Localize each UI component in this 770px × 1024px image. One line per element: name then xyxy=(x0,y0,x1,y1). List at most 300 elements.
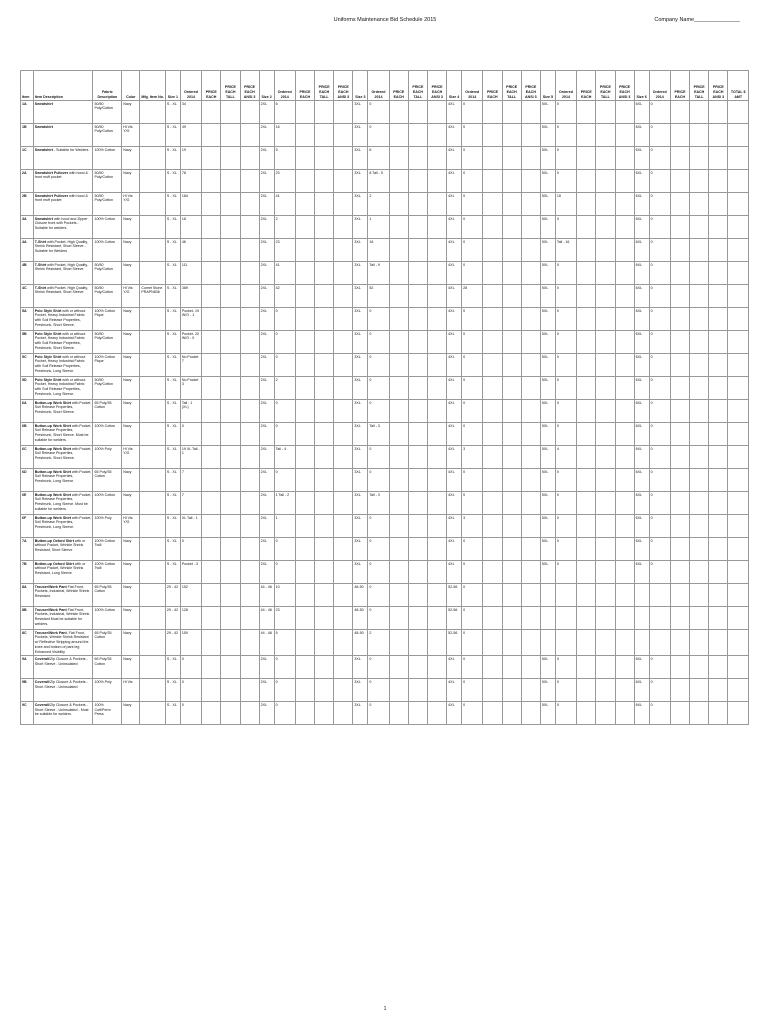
price-entry-cell[interactable] xyxy=(577,262,596,285)
price-entry-cell[interactable] xyxy=(408,193,427,216)
price-entry-cell[interactable] xyxy=(615,702,634,725)
price-entry-cell[interactable] xyxy=(502,147,521,170)
price-entry-cell[interactable] xyxy=(690,656,709,679)
price-entry-cell[interactable] xyxy=(690,193,709,216)
price-entry-cell[interactable] xyxy=(521,656,540,679)
price-entry-cell[interactable] xyxy=(334,561,353,584)
price-entry-cell[interactable] xyxy=(483,423,502,446)
price-entry-cell[interactable] xyxy=(334,400,353,423)
price-entry-cell[interactable] xyxy=(428,193,447,216)
price-entry-cell[interactable] xyxy=(315,331,334,354)
price-entry-cell[interactable] xyxy=(334,377,353,400)
price-entry-cell[interactable] xyxy=(334,239,353,262)
price-entry-cell[interactable] xyxy=(709,469,728,492)
price-entry-cell[interactable] xyxy=(240,492,259,515)
price-entry-cell[interactable] xyxy=(502,124,521,147)
price-entry-cell[interactable] xyxy=(502,446,521,469)
price-entry-cell[interactable] xyxy=(577,656,596,679)
price-entry-cell[interactable] xyxy=(670,193,689,216)
price-entry-cell[interactable] xyxy=(408,584,427,607)
price-entry-cell[interactable] xyxy=(502,101,521,124)
price-entry-cell[interactable] xyxy=(334,147,353,170)
price-entry-cell[interactable] xyxy=(221,679,240,702)
price-entry-cell[interactable] xyxy=(690,124,709,147)
price-entry-cell[interactable] xyxy=(521,446,540,469)
price-entry-cell[interactable] xyxy=(728,377,749,400)
price-entry-cell[interactable] xyxy=(502,469,521,492)
price-entry-cell[interactable] xyxy=(240,170,259,193)
price-entry-cell[interactable] xyxy=(596,239,615,262)
price-entry-cell[interactable] xyxy=(615,170,634,193)
price-entry-cell[interactable] xyxy=(389,561,408,584)
price-entry-cell[interactable] xyxy=(408,446,427,469)
price-entry-cell[interactable] xyxy=(728,656,749,679)
mfg-item-number[interactable] xyxy=(140,262,166,285)
price-entry-cell[interactable] xyxy=(670,515,689,538)
price-entry-cell[interactable] xyxy=(596,147,615,170)
price-entry-cell[interactable] xyxy=(521,515,540,538)
price-entry-cell[interactable] xyxy=(577,170,596,193)
price-entry-cell[interactable] xyxy=(408,423,427,446)
price-entry-cell[interactable] xyxy=(728,702,749,725)
price-entry-cell[interactable] xyxy=(502,423,521,446)
price-entry-cell[interactable] xyxy=(577,446,596,469)
price-entry-cell[interactable] xyxy=(502,377,521,400)
price-entry-cell[interactable] xyxy=(577,377,596,400)
price-entry-cell[interactable] xyxy=(295,584,314,607)
price-entry-cell[interactable] xyxy=(596,492,615,515)
price-entry-cell[interactable] xyxy=(615,630,634,656)
price-entry-cell[interactable] xyxy=(596,630,615,656)
price-entry-cell[interactable] xyxy=(670,147,689,170)
price-entry-cell[interactable] xyxy=(483,193,502,216)
price-entry-cell[interactable] xyxy=(521,193,540,216)
price-entry-cell[interactable] xyxy=(728,285,749,308)
price-entry-cell[interactable] xyxy=(728,584,749,607)
price-entry-cell[interactable] xyxy=(315,124,334,147)
price-entry-cell[interactable] xyxy=(315,538,334,561)
price-entry-cell[interactable] xyxy=(202,285,221,308)
price-entry-cell[interactable] xyxy=(690,423,709,446)
price-entry-cell[interactable] xyxy=(315,446,334,469)
price-entry-cell[interactable] xyxy=(202,377,221,400)
price-entry-cell[interactable] xyxy=(615,469,634,492)
price-entry-cell[interactable] xyxy=(295,354,314,377)
price-entry-cell[interactable] xyxy=(502,400,521,423)
price-entry-cell[interactable] xyxy=(221,561,240,584)
price-entry-cell[interactable] xyxy=(408,101,427,124)
price-entry-cell[interactable] xyxy=(315,354,334,377)
price-entry-cell[interactable] xyxy=(709,170,728,193)
price-entry-cell[interactable] xyxy=(221,308,240,331)
price-entry-cell[interactable] xyxy=(596,469,615,492)
price-entry-cell[interactable] xyxy=(502,584,521,607)
price-entry-cell[interactable] xyxy=(596,216,615,239)
price-entry-cell[interactable] xyxy=(389,400,408,423)
price-entry-cell[interactable] xyxy=(389,193,408,216)
price-entry-cell[interactable] xyxy=(221,656,240,679)
price-entry-cell[interactable] xyxy=(709,354,728,377)
price-entry-cell[interactable] xyxy=(315,630,334,656)
price-entry-cell[interactable] xyxy=(240,538,259,561)
price-entry-cell[interactable] xyxy=(240,308,259,331)
price-entry-cell[interactable] xyxy=(315,656,334,679)
price-entry-cell[interactable] xyxy=(690,239,709,262)
price-entry-cell[interactable] xyxy=(240,515,259,538)
price-entry-cell[interactable] xyxy=(615,538,634,561)
price-entry-cell[interactable] xyxy=(389,607,408,630)
price-entry-cell[interactable] xyxy=(240,584,259,607)
price-entry-cell[interactable] xyxy=(728,262,749,285)
price-entry-cell[interactable] xyxy=(334,446,353,469)
price-entry-cell[interactable] xyxy=(389,538,408,561)
price-entry-cell[interactable] xyxy=(483,124,502,147)
price-entry-cell[interactable] xyxy=(521,538,540,561)
price-entry-cell[interactable] xyxy=(221,285,240,308)
price-entry-cell[interactable] xyxy=(334,515,353,538)
price-entry-cell[interactable] xyxy=(408,377,427,400)
price-entry-cell[interactable] xyxy=(221,607,240,630)
price-entry-cell[interactable] xyxy=(428,538,447,561)
price-entry-cell[interactable] xyxy=(596,679,615,702)
price-entry-cell[interactable] xyxy=(670,170,689,193)
price-entry-cell[interactable] xyxy=(521,400,540,423)
price-entry-cell[interactable] xyxy=(428,446,447,469)
price-entry-cell[interactable] xyxy=(240,101,259,124)
price-entry-cell[interactable] xyxy=(428,285,447,308)
price-entry-cell[interactable] xyxy=(521,101,540,124)
price-entry-cell[interactable] xyxy=(221,515,240,538)
price-entry-cell[interactable] xyxy=(690,679,709,702)
price-entry-cell[interactable] xyxy=(728,630,749,656)
price-entry-cell[interactable] xyxy=(202,584,221,607)
price-entry-cell[interactable] xyxy=(728,193,749,216)
price-entry-cell[interactable] xyxy=(690,446,709,469)
price-entry-cell[interactable] xyxy=(334,469,353,492)
price-entry-cell[interactable] xyxy=(690,285,709,308)
price-entry-cell[interactable] xyxy=(615,308,634,331)
price-entry-cell[interactable] xyxy=(709,193,728,216)
price-entry-cell[interactable] xyxy=(202,193,221,216)
price-entry-cell[interactable] xyxy=(428,124,447,147)
price-entry-cell[interactable] xyxy=(670,538,689,561)
price-entry-cell[interactable] xyxy=(483,331,502,354)
price-entry-cell[interactable] xyxy=(315,308,334,331)
mfg-item-number[interactable] xyxy=(140,607,166,630)
price-entry-cell[interactable] xyxy=(521,354,540,377)
price-entry-cell[interactable] xyxy=(428,262,447,285)
price-entry-cell[interactable] xyxy=(577,216,596,239)
price-entry-cell[interactable] xyxy=(202,331,221,354)
price-entry-cell[interactable] xyxy=(295,147,314,170)
price-entry-cell[interactable] xyxy=(221,170,240,193)
mfg-item-number[interactable] xyxy=(140,469,166,492)
price-entry-cell[interactable] xyxy=(709,147,728,170)
price-entry-cell[interactable] xyxy=(502,630,521,656)
price-entry-cell[interactable] xyxy=(670,124,689,147)
mfg-item-number[interactable] xyxy=(140,308,166,331)
price-entry-cell[interactable] xyxy=(615,193,634,216)
price-entry-cell[interactable] xyxy=(315,101,334,124)
price-entry-cell[interactable] xyxy=(428,702,447,725)
price-entry-cell[interactable] xyxy=(240,561,259,584)
mfg-item-number[interactable] xyxy=(140,561,166,584)
price-entry-cell[interactable] xyxy=(334,656,353,679)
price-entry-cell[interactable] xyxy=(408,561,427,584)
price-entry-cell[interactable] xyxy=(389,377,408,400)
mfg-item-number[interactable] xyxy=(140,538,166,561)
price-entry-cell[interactable] xyxy=(240,147,259,170)
price-entry-cell[interactable] xyxy=(577,492,596,515)
price-entry-cell[interactable] xyxy=(240,354,259,377)
mfg-item-number[interactable] xyxy=(140,400,166,423)
price-entry-cell[interactable] xyxy=(670,216,689,239)
price-entry-cell[interactable] xyxy=(521,584,540,607)
price-entry-cell[interactable] xyxy=(202,400,221,423)
price-entry-cell[interactable] xyxy=(577,584,596,607)
price-entry-cell[interactable] xyxy=(596,607,615,630)
price-entry-cell[interactable] xyxy=(334,101,353,124)
price-entry-cell[interactable] xyxy=(428,170,447,193)
price-entry-cell[interactable] xyxy=(521,561,540,584)
price-entry-cell[interactable] xyxy=(521,308,540,331)
price-entry-cell[interactable] xyxy=(596,377,615,400)
price-entry-cell[interactable] xyxy=(389,239,408,262)
price-entry-cell[interactable] xyxy=(428,400,447,423)
price-entry-cell[interactable] xyxy=(521,377,540,400)
price-entry-cell[interactable] xyxy=(389,262,408,285)
price-entry-cell[interactable] xyxy=(483,515,502,538)
price-entry-cell[interactable] xyxy=(577,193,596,216)
price-entry-cell[interactable] xyxy=(202,446,221,469)
price-entry-cell[interactable] xyxy=(221,423,240,446)
price-entry-cell[interactable] xyxy=(315,400,334,423)
price-entry-cell[interactable] xyxy=(615,423,634,446)
price-entry-cell[interactable] xyxy=(709,216,728,239)
price-entry-cell[interactable] xyxy=(334,630,353,656)
price-entry-cell[interactable] xyxy=(295,446,314,469)
price-entry-cell[interactable] xyxy=(221,702,240,725)
price-entry-cell[interactable] xyxy=(295,216,314,239)
price-entry-cell[interactable] xyxy=(295,630,314,656)
price-entry-cell[interactable] xyxy=(389,584,408,607)
mfg-item-number[interactable] xyxy=(140,354,166,377)
price-entry-cell[interactable] xyxy=(670,308,689,331)
price-entry-cell[interactable] xyxy=(690,147,709,170)
price-entry-cell[interactable] xyxy=(428,354,447,377)
price-entry-cell[interactable] xyxy=(728,216,749,239)
price-entry-cell[interactable] xyxy=(240,193,259,216)
price-entry-cell[interactable] xyxy=(389,170,408,193)
price-entry-cell[interactable] xyxy=(577,400,596,423)
mfg-item-number[interactable] xyxy=(140,656,166,679)
price-entry-cell[interactable] xyxy=(428,469,447,492)
price-entry-cell[interactable] xyxy=(240,607,259,630)
price-entry-cell[interactable] xyxy=(315,239,334,262)
price-entry-cell[interactable] xyxy=(502,538,521,561)
price-entry-cell[interactable] xyxy=(483,538,502,561)
price-entry-cell[interactable] xyxy=(202,308,221,331)
price-entry-cell[interactable] xyxy=(295,515,314,538)
price-entry-cell[interactable] xyxy=(709,262,728,285)
price-entry-cell[interactable] xyxy=(315,561,334,584)
price-entry-cell[interactable] xyxy=(202,216,221,239)
price-entry-cell[interactable] xyxy=(615,101,634,124)
price-entry-cell[interactable] xyxy=(334,702,353,725)
price-entry-cell[interactable] xyxy=(709,630,728,656)
price-entry-cell[interactable] xyxy=(709,124,728,147)
price-entry-cell[interactable] xyxy=(389,656,408,679)
price-entry-cell[interactable] xyxy=(389,124,408,147)
price-entry-cell[interactable] xyxy=(240,423,259,446)
price-entry-cell[interactable] xyxy=(709,101,728,124)
price-entry-cell[interactable] xyxy=(315,216,334,239)
price-entry-cell[interactable] xyxy=(728,331,749,354)
price-entry-cell[interactable] xyxy=(670,679,689,702)
price-entry-cell[interactable] xyxy=(408,538,427,561)
price-entry-cell[interactable] xyxy=(596,702,615,725)
price-entry-cell[interactable] xyxy=(483,147,502,170)
price-entry-cell[interactable] xyxy=(577,239,596,262)
mfg-item-number[interactable] xyxy=(140,193,166,216)
price-entry-cell[interactable] xyxy=(690,469,709,492)
price-entry-cell[interactable] xyxy=(408,285,427,308)
price-entry-cell[interactable] xyxy=(502,216,521,239)
price-entry-cell[interactable] xyxy=(389,331,408,354)
price-entry-cell[interactable] xyxy=(728,492,749,515)
price-entry-cell[interactable] xyxy=(596,584,615,607)
price-entry-cell[interactable] xyxy=(428,492,447,515)
price-entry-cell[interactable] xyxy=(615,216,634,239)
price-entry-cell[interactable] xyxy=(408,702,427,725)
price-entry-cell[interactable] xyxy=(295,702,314,725)
price-entry-cell[interactable] xyxy=(709,239,728,262)
price-entry-cell[interactable] xyxy=(483,354,502,377)
price-entry-cell[interactable] xyxy=(596,331,615,354)
price-entry-cell[interactable] xyxy=(709,538,728,561)
price-entry-cell[interactable] xyxy=(615,492,634,515)
price-entry-cell[interactable] xyxy=(408,679,427,702)
price-entry-cell[interactable] xyxy=(408,239,427,262)
price-entry-cell[interactable] xyxy=(483,656,502,679)
price-entry-cell[interactable] xyxy=(315,679,334,702)
price-entry-cell[interactable] xyxy=(483,262,502,285)
price-entry-cell[interactable] xyxy=(240,469,259,492)
price-entry-cell[interactable] xyxy=(389,216,408,239)
price-entry-cell[interactable] xyxy=(502,285,521,308)
price-entry-cell[interactable] xyxy=(690,492,709,515)
price-entry-cell[interactable] xyxy=(728,170,749,193)
mfg-item-number[interactable] xyxy=(140,515,166,538)
price-entry-cell[interactable] xyxy=(315,515,334,538)
mfg-item-number[interactable] xyxy=(140,584,166,607)
price-entry-cell[interactable] xyxy=(221,331,240,354)
price-entry-cell[interactable] xyxy=(389,285,408,308)
price-entry-cell[interactable] xyxy=(615,262,634,285)
price-entry-cell[interactable] xyxy=(596,561,615,584)
price-entry-cell[interactable] xyxy=(483,679,502,702)
price-entry-cell[interactable] xyxy=(240,400,259,423)
price-entry-cell[interactable] xyxy=(389,101,408,124)
price-entry-cell[interactable] xyxy=(408,607,427,630)
price-entry-cell[interactable] xyxy=(389,492,408,515)
price-entry-cell[interactable] xyxy=(596,308,615,331)
price-entry-cell[interactable] xyxy=(334,308,353,331)
price-entry-cell[interactable] xyxy=(202,423,221,446)
price-entry-cell[interactable] xyxy=(577,515,596,538)
price-entry-cell[interactable] xyxy=(334,584,353,607)
price-entry-cell[interactable] xyxy=(728,239,749,262)
price-entry-cell[interactable] xyxy=(315,193,334,216)
price-entry-cell[interactable] xyxy=(670,492,689,515)
price-entry-cell[interactable] xyxy=(690,584,709,607)
price-entry-cell[interactable] xyxy=(521,607,540,630)
price-entry-cell[interactable] xyxy=(502,679,521,702)
price-entry-cell[interactable] xyxy=(577,469,596,492)
mfg-item-number[interactable] xyxy=(140,331,166,354)
price-entry-cell[interactable] xyxy=(408,469,427,492)
price-entry-cell[interactable] xyxy=(295,423,314,446)
price-entry-cell[interactable] xyxy=(502,262,521,285)
price-entry-cell[interactable] xyxy=(596,193,615,216)
price-entry-cell[interactable] xyxy=(502,308,521,331)
price-entry-cell[interactable] xyxy=(428,423,447,446)
price-entry-cell[interactable] xyxy=(315,262,334,285)
company-name-field[interactable]: Company Name_______________ xyxy=(654,17,740,23)
price-entry-cell[interactable] xyxy=(334,262,353,285)
price-entry-cell[interactable] xyxy=(315,147,334,170)
price-entry-cell[interactable] xyxy=(690,262,709,285)
price-entry-cell[interactable] xyxy=(690,331,709,354)
price-entry-cell[interactable] xyxy=(709,679,728,702)
price-entry-cell[interactable] xyxy=(670,101,689,124)
price-entry-cell[interactable] xyxy=(577,354,596,377)
price-entry-cell[interactable] xyxy=(295,538,314,561)
price-entry-cell[interactable] xyxy=(690,702,709,725)
price-entry-cell[interactable] xyxy=(521,170,540,193)
price-entry-cell[interactable] xyxy=(670,584,689,607)
price-entry-cell[interactable] xyxy=(389,469,408,492)
mfg-item-number[interactable] xyxy=(140,377,166,400)
price-entry-cell[interactable] xyxy=(315,702,334,725)
mfg-item-number[interactable] xyxy=(140,216,166,239)
price-entry-cell[interactable] xyxy=(295,679,314,702)
price-entry-cell[interactable] xyxy=(428,679,447,702)
price-entry-cell[interactable] xyxy=(221,630,240,656)
mfg-item-number[interactable] xyxy=(140,679,166,702)
price-entry-cell[interactable] xyxy=(428,239,447,262)
price-entry-cell[interactable] xyxy=(428,630,447,656)
price-entry-cell[interactable] xyxy=(521,124,540,147)
price-entry-cell[interactable] xyxy=(709,561,728,584)
price-entry-cell[interactable] xyxy=(690,630,709,656)
price-entry-cell[interactable] xyxy=(221,216,240,239)
price-entry-cell[interactable] xyxy=(728,308,749,331)
price-entry-cell[interactable] xyxy=(240,285,259,308)
price-entry-cell[interactable] xyxy=(315,423,334,446)
price-entry-cell[interactable] xyxy=(483,446,502,469)
mfg-item-number[interactable] xyxy=(140,492,166,515)
price-entry-cell[interactable] xyxy=(577,679,596,702)
price-entry-cell[interactable] xyxy=(577,101,596,124)
price-entry-cell[interactable] xyxy=(709,492,728,515)
price-entry-cell[interactable] xyxy=(670,630,689,656)
price-entry-cell[interactable] xyxy=(709,377,728,400)
price-entry-cell[interactable] xyxy=(709,607,728,630)
price-entry-cell[interactable] xyxy=(670,239,689,262)
price-entry-cell[interactable] xyxy=(389,308,408,331)
price-entry-cell[interactable] xyxy=(295,262,314,285)
